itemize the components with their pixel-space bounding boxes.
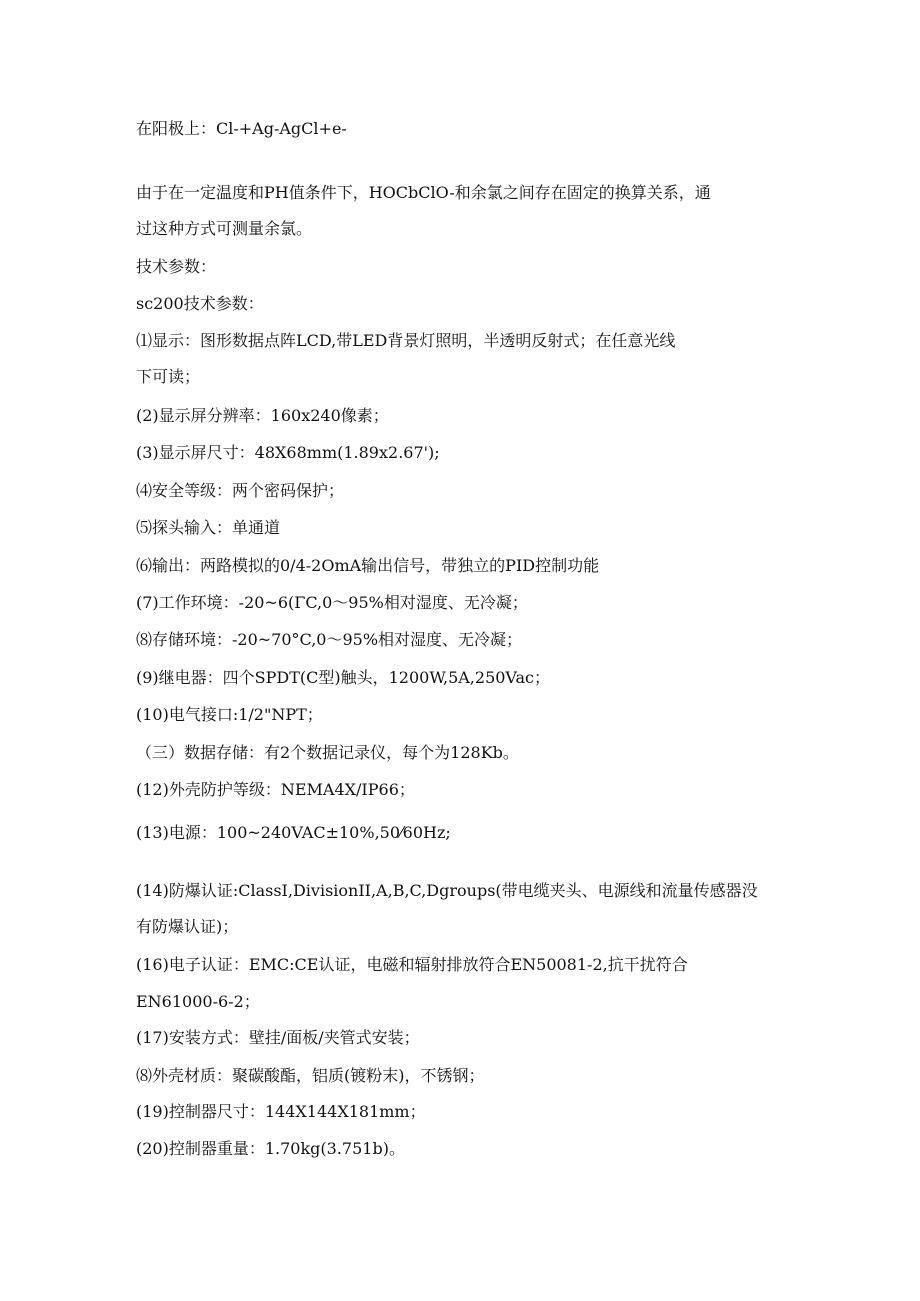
spec-display-line-2: 下可读； — [136, 367, 201, 386]
spec-electrical-interface: (10)电气接口:1/2"NPT； — [136, 705, 323, 724]
chlorine-principle-line-2: 过这种方式可测量余氯。 — [136, 219, 313, 238]
spec-probe-input: ⑸探头输入：单通道 — [136, 518, 281, 537]
chlorine-principle-line-1: 由于在一定温度和PH值条件下，HOCbClO-和余氯之间存在固定的换算关系，通 — [136, 183, 711, 202]
spec-operating-env: (7)工作环境：-20~6(ΓC,0～95%相对湿度、无冷凝； — [136, 593, 528, 612]
spec-controller-size: (19)控制器尺寸：144X144X181mm； — [136, 1102, 426, 1121]
sc200-params-heading: sc200技术参数： — [136, 294, 264, 313]
spec-explosion-cert-line-2: 有防爆认证)； — [136, 917, 239, 936]
spec-emc-cert-line-2: EN61000-6-2； — [136, 992, 260, 1011]
spec-controller-weight: (20)控制器重量：1.70kg(3.751b)。 — [136, 1139, 405, 1158]
spec-explosion-cert-line-1: (14)防爆认证:ClassI,DivisionII,A,B,C,Dgroups(带电缆夹头、电源线和流量传感器没 — [136, 881, 758, 900]
spec-emc-cert-line-1: (16)电子认证：EMC:CE认证，电磁和辐射排放符合EN50081-2,抗干扰符合 — [136, 955, 688, 974]
spec-data-storage: （三）数据存储：有2个数据记录仪，每个为128Kb。 — [136, 743, 519, 762]
spec-relays: (9)继电器：四个SPDT(C型)触头，1200W,5A,250Vac； — [136, 668, 551, 687]
spec-output: ⑹输出：两路模拟的0/4-2OmA输出信号，带独立的PID控制功能 — [136, 556, 600, 575]
spec-enclosure-rating: (12)外壳防护等级：NEMA4X/IP66； — [136, 780, 415, 799]
spec-resolution: (2)显示屏分辨率：160x240像素； — [136, 406, 389, 425]
anode-reaction-line: 在阳极上：Cl-+Ag-AgCl+e- — [136, 119, 347, 138]
spec-mounting: (17)安装方式：壁挂/面板/夹管式安装； — [136, 1028, 420, 1047]
spec-power: (13)电源：100~240VAC±10%,50⁄60Hz; — [136, 823, 451, 842]
tech-params-heading: 技术参数： — [136, 257, 217, 276]
spec-display-line-1: ⑴显示：图形数据点阵LCD,带LED背景灯照明，半透明反射式；在任意光线 — [136, 331, 676, 350]
spec-security: ⑷安全等级：两个密码保护； — [136, 481, 345, 500]
spec-storage-env: ⑻存储环境：-20~70°C,0～95%相对湿度、无冷凝； — [136, 630, 523, 649]
spec-housing-material: ⑻外壳材质：聚碳酸酯，铝质(镀粉末)，不锈钢； — [136, 1066, 485, 1085]
spec-screen-size: (3)显示屏尺寸：48X68mm(1.89x2.67'); — [136, 443, 440, 462]
